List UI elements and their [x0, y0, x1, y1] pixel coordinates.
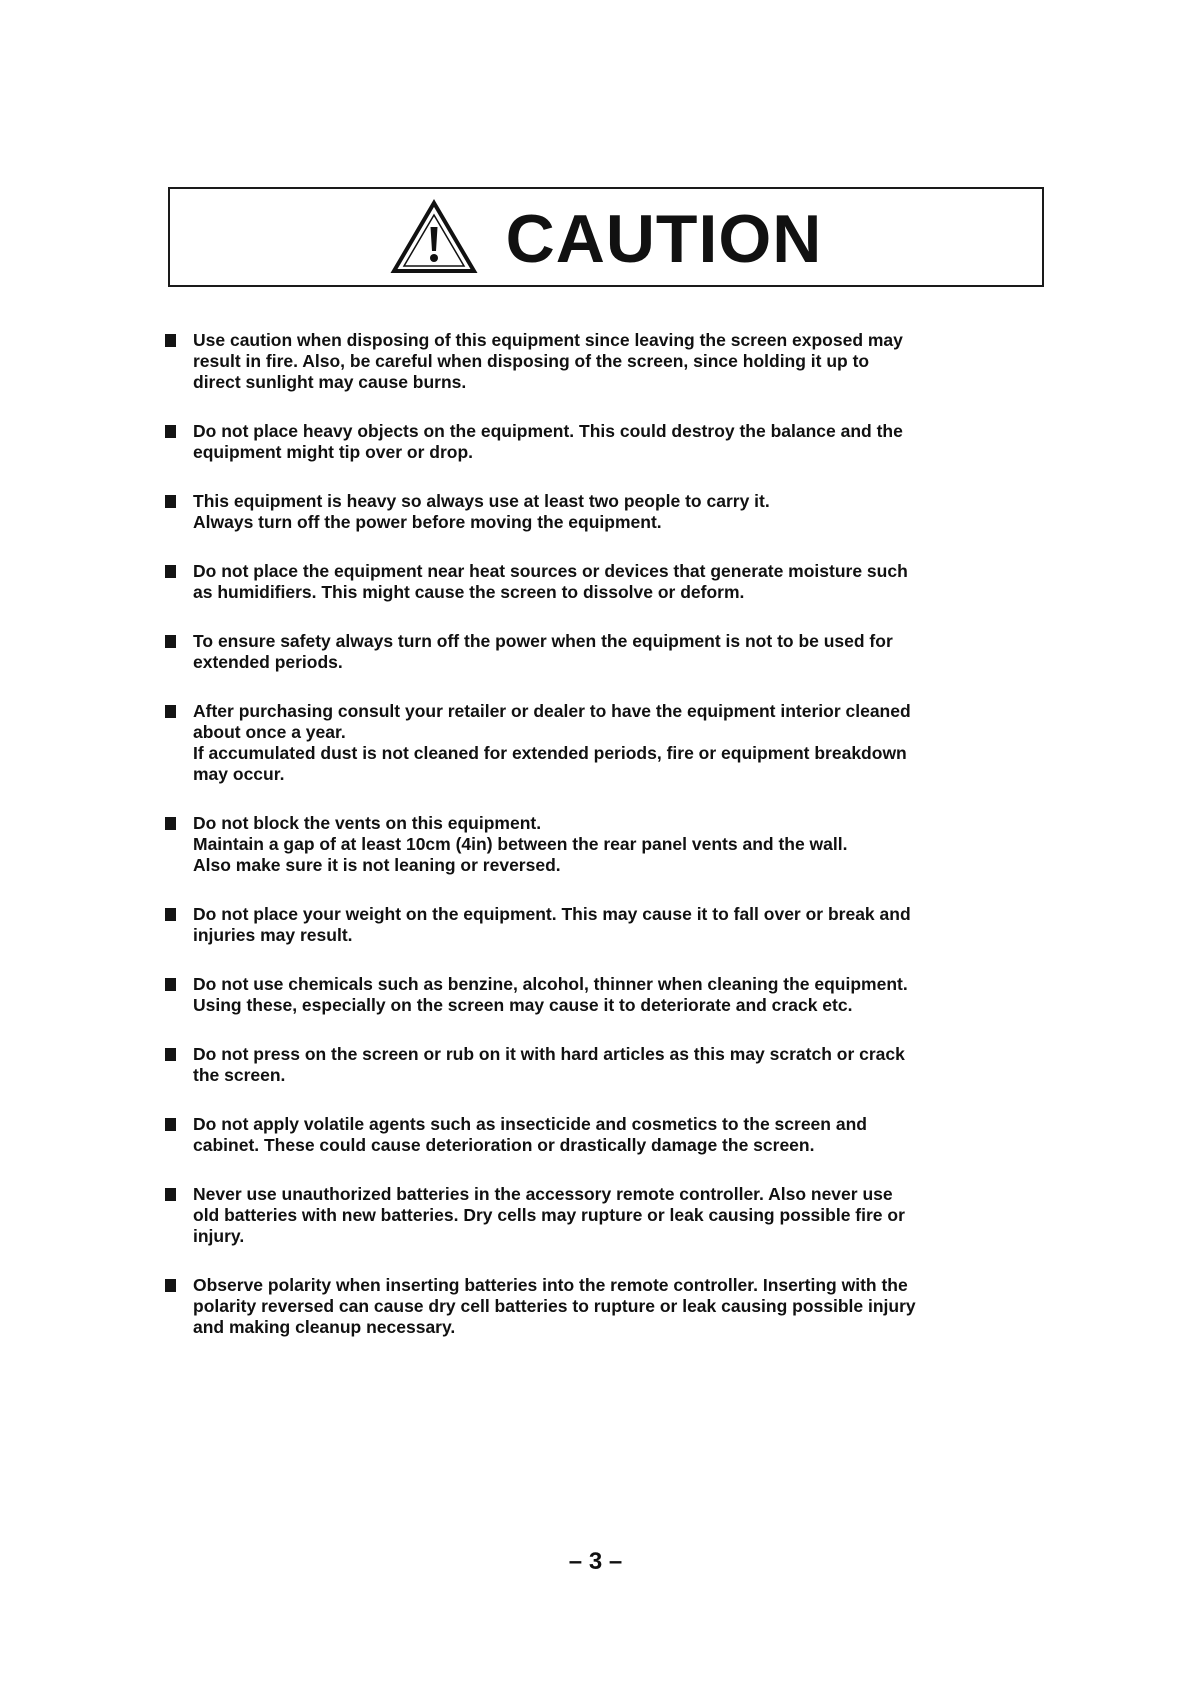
square-bullet-icon [165, 817, 176, 830]
list-item [165, 421, 1045, 463]
square-bullet-icon [165, 565, 176, 578]
item-text-line: about once a year. [193, 722, 346, 742]
item-text-line: Always turn off the power before moving the equipment. [193, 512, 662, 532]
item-text-line: the screen. [193, 1065, 286, 1085]
item-text-line: Also make sure it is not leaning or reversed. [193, 855, 561, 875]
item-text-line: direct sunlight may cause burns. [193, 372, 467, 392]
square-bullet-icon [165, 1048, 176, 1061]
square-bullet-icon [165, 978, 176, 991]
caution-banner [168, 187, 1044, 287]
list-item [165, 813, 1045, 876]
page-number: – 3 – [568, 1548, 623, 1575]
item-text-line: Maintain a gap of at least 10cm (4in) between the rear panel vents and the wall. [193, 834, 848, 854]
item-text-line: Using these, especially on the screen may cause it to deteriorate and crack etc. [193, 995, 853, 1015]
item-text-line: Do not use chemicals such as benzine, alcohol, thinner when cleaning the equipment. [193, 974, 908, 994]
list-item [165, 1044, 1045, 1086]
list-item [165, 491, 1045, 533]
item-text-line: Use caution when disposing of this equipment since leaving the screen exposed may [193, 330, 903, 350]
list-item [165, 1275, 1045, 1338]
item-text-line: This equipment is heavy so always use at least two people to carry it. [193, 491, 770, 511]
square-bullet-icon [165, 1279, 176, 1292]
item-text-line: and making cleanup necessary. [193, 1317, 456, 1337]
item-text-line: Observe polarity when inserting batteries into the remote controller. Inserting with the [193, 1275, 908, 1295]
item-text-line: Do not press on the screen or rub on it with hard articles as this may scratch or crack [193, 1044, 905, 1064]
item-text-line: Do not place your weight on the equipment. This may cause it to fall over or break and [193, 904, 911, 924]
item-text-line: Do not apply volatile agents such as insecticide and cosmetics to the screen and [193, 1114, 867, 1134]
item-text-line: injury. [193, 1226, 245, 1246]
item-text-line: cabinet. These could cause deterioration or drastically damage the screen. [193, 1135, 815, 1155]
warning-triangle-icon [390, 199, 478, 275]
item-text-line: Never use unauthorized batteries in the accessory remote controller. Also never use [193, 1184, 893, 1204]
list-item [165, 561, 1045, 603]
item-text-line: If accumulated dust is not cleaned for extended periods, fire or equipment breakdown [193, 743, 907, 763]
list-item [165, 974, 1045, 1016]
page-title: CAUTION [505, 201, 823, 277]
item-text-line: extended periods. [193, 652, 343, 672]
square-bullet-icon [165, 635, 176, 648]
list-item [165, 1114, 1045, 1156]
item-text-line: result in fire. Also, be careful when disposing of the screen, since holding it up to [193, 351, 870, 371]
list-item [165, 1184, 1045, 1247]
item-text-line: old batteries with new batteries. Dry cells may rupture or leak causing possible fire or [193, 1205, 905, 1225]
list-item [165, 904, 1045, 946]
item-text-line: injuries may result. [193, 925, 353, 945]
square-bullet-icon [165, 334, 176, 347]
item-text-line: as humidifiers. This might cause the screen to dissolve or deform. [193, 582, 745, 602]
item-text-line: polarity reversed can cause dry cell batteries to rupture or leak causing possible injury [193, 1296, 916, 1316]
item-text-line: Do not place heavy objects on the equipment. This could destroy the balance and the [193, 421, 903, 441]
list-item [165, 631, 1045, 673]
square-bullet-icon [165, 495, 176, 508]
item-text-line: Do not block the vents on this equipment. [193, 813, 542, 833]
square-bullet-icon [165, 908, 176, 921]
item-text-line: After purchasing consult your retailer or dealer to have the equipment interior cleaned [193, 701, 911, 721]
square-bullet-icon [165, 1188, 176, 1201]
square-bullet-icon [165, 1118, 176, 1131]
item-text-line: may occur. [193, 764, 285, 784]
item-text-line: Do not place the equipment near heat sources or devices that generate moisture such [193, 561, 908, 581]
list-item [165, 330, 1045, 393]
item-text-line: To ensure safety always turn off the power when the equipment is not to be used for [193, 631, 893, 651]
square-bullet-icon [165, 705, 176, 718]
list-item [165, 701, 1045, 785]
square-bullet-icon [165, 425, 176, 438]
item-text-line: equipment might tip over or drop. [193, 442, 473, 462]
caution-list [165, 330, 1045, 1366]
